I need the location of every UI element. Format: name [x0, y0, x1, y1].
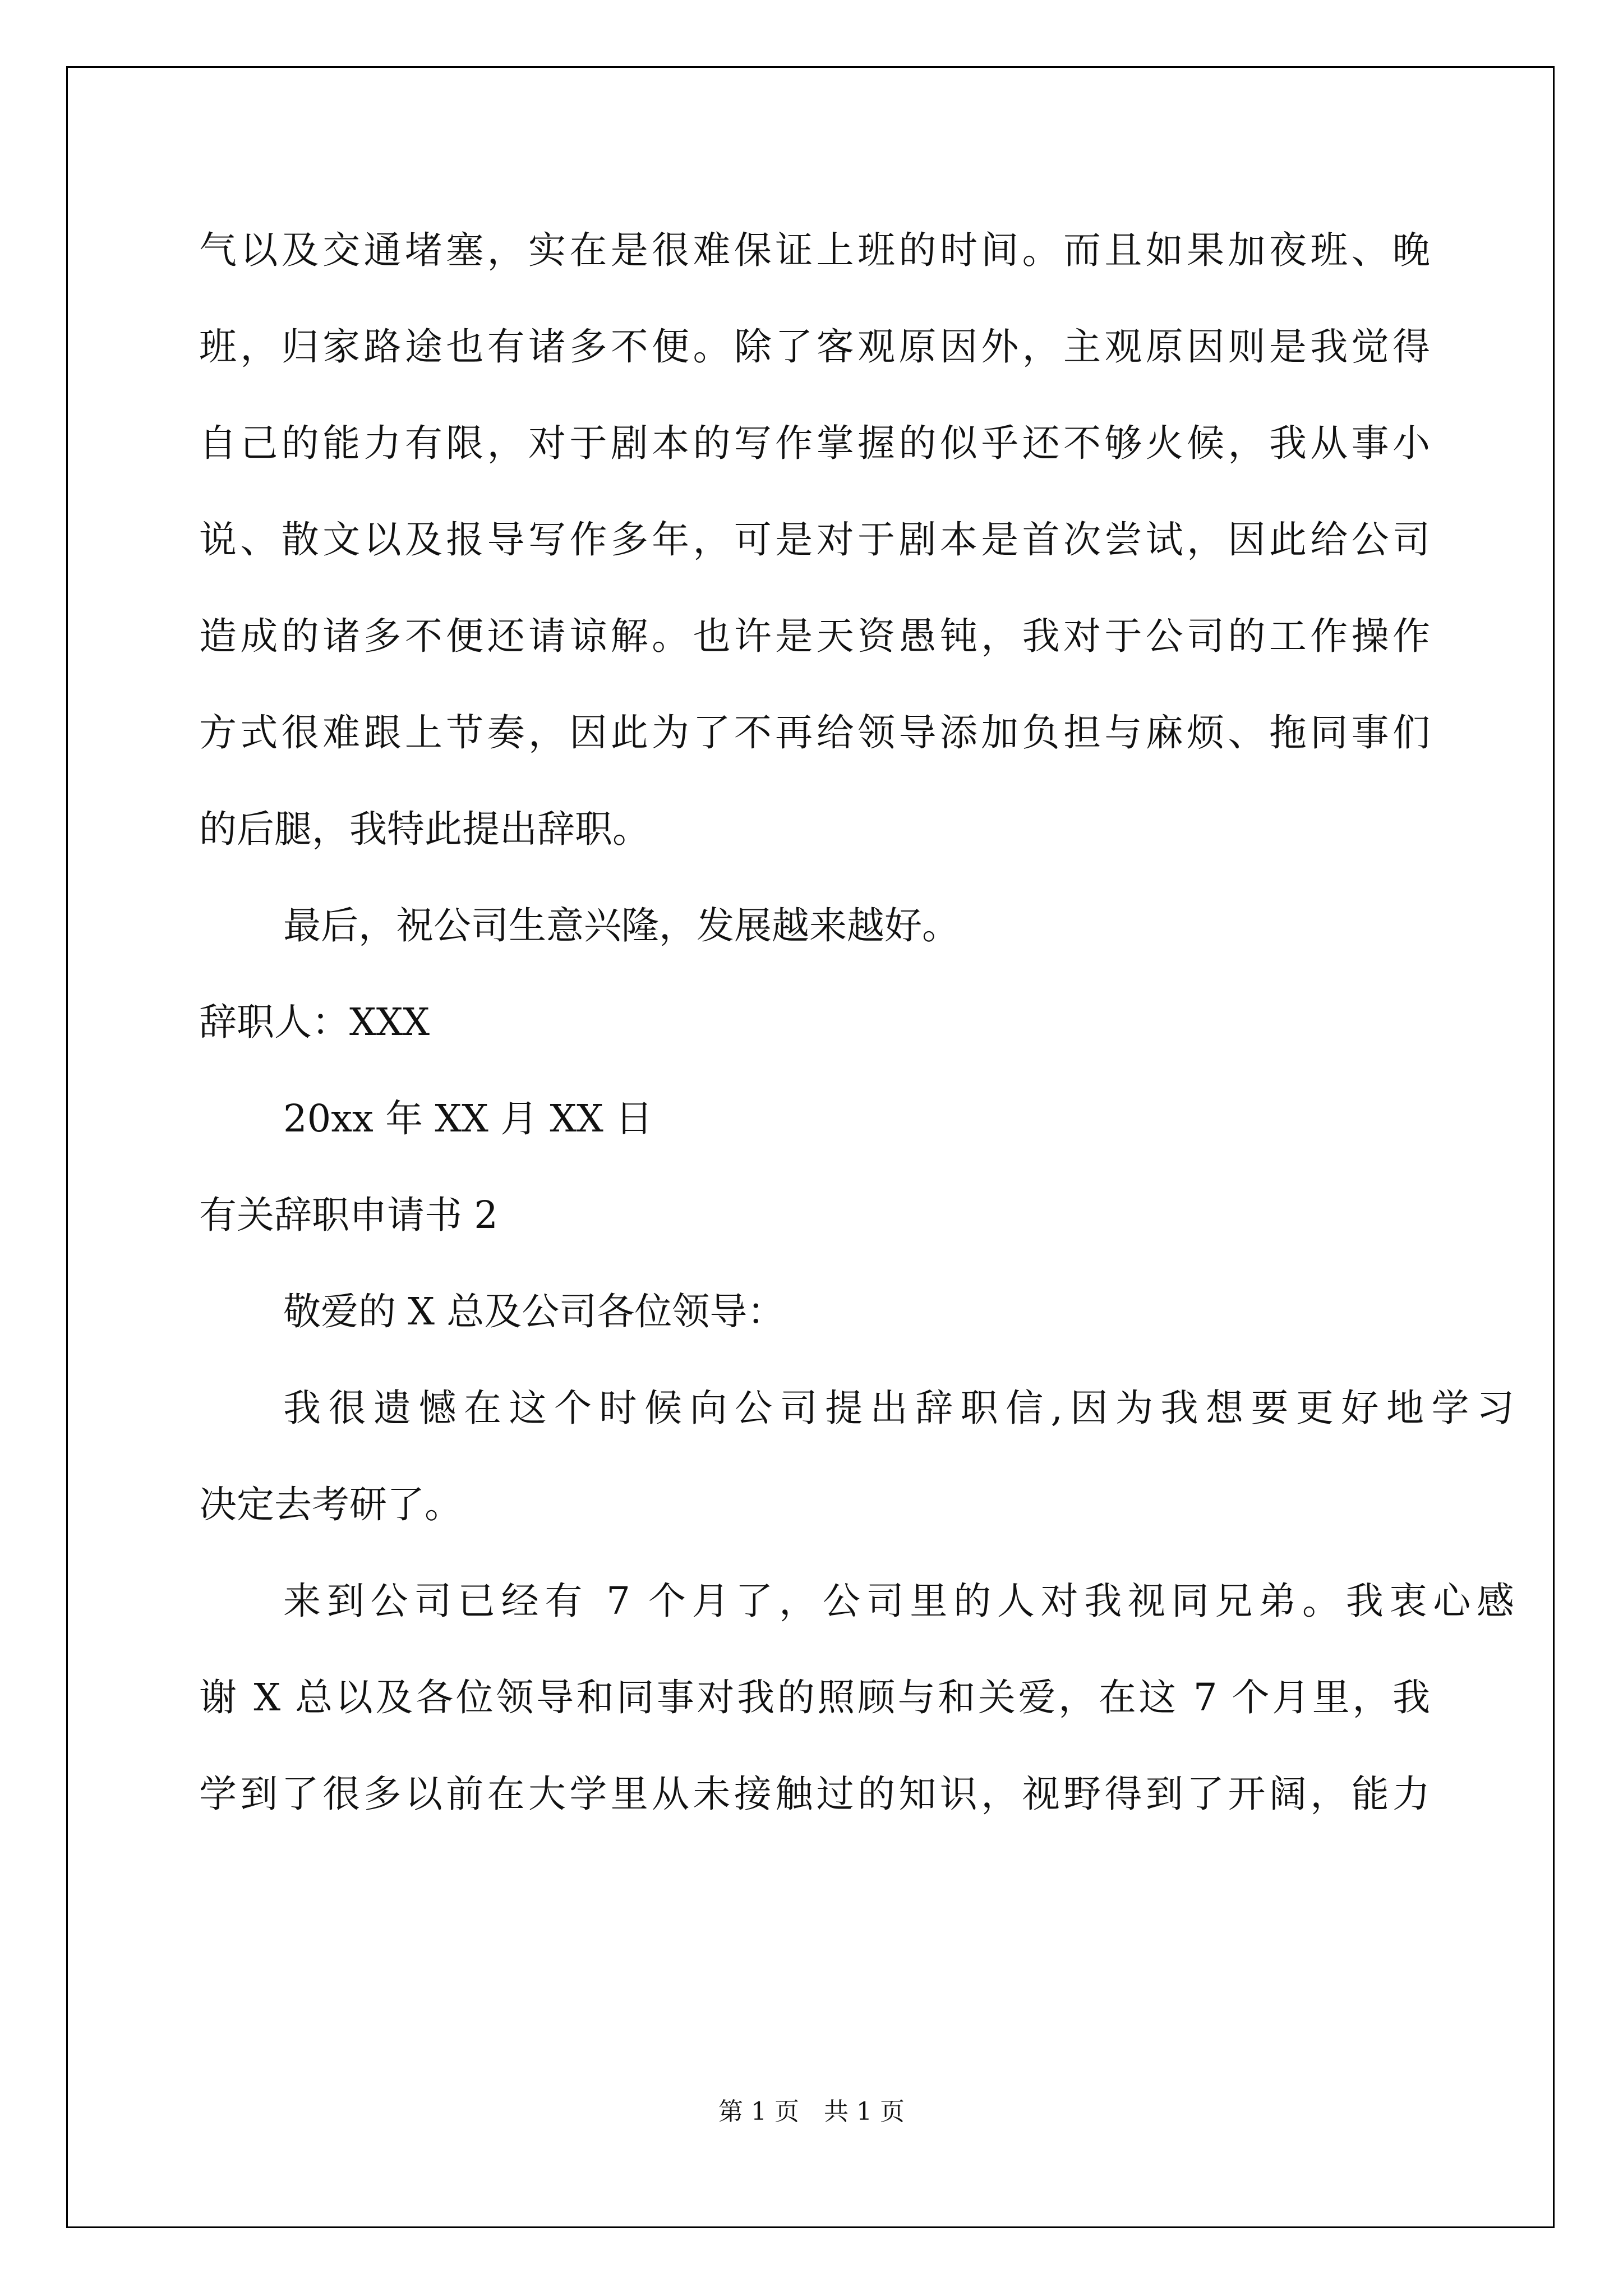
body-line: 班，归家路途也有诸多不便。除了客观原因外，主观原因则是我觉得: [199, 325, 1430, 369]
body-line: 决定去考研了。: [199, 1483, 462, 1526]
page-footer: 第 1 页 共 1 页: [718, 2097, 905, 2126]
salutation: 敬爱的 X 总及公司各位领导：: [283, 1290, 785, 1333]
body-line: 说、散文以及报导写作多年，可是对于剧本是首次尝试，因此给公司: [199, 518, 1430, 562]
body-line: 方式很难跟上节奏，因此为了不再给领导添加负担与麻烦、拖同事们: [199, 711, 1430, 754]
body-line: 气以及交通堵塞，实在是很难保证上班的时间。而且如果加夜班、晚: [199, 228, 1430, 272]
signature: 辞职人：XXX: [199, 1000, 430, 1044]
body-line: 造成的诸多不便还请谅解。也许是天资愚钝，我对于公司的工作操作: [199, 614, 1430, 658]
date-line: 20xx 年 XX 月 XX 日: [283, 1097, 653, 1140]
body-line: 自己的能力有限，对于剧本的写作掌握的似乎还不够火候，我从事小: [199, 421, 1430, 465]
document-body: [199, 202, 1514, 1842]
body-line: 的后腿，我特此提出辞职。: [199, 807, 650, 851]
closing-wish: 最后，祝公司生意兴隆，发展越来越好。: [283, 904, 960, 947]
body-line: 我很遗憾在这个时候向公司提出辞职信,因为我想要更好地学习: [283, 1386, 1514, 1430]
body-line: 谢 X 总以及各位领导和同事对我的照顾与和关爱，在这 7 个月里，我: [199, 1676, 1430, 1719]
body-line: 来到公司已经有 7 个月了，公司里的人对我视同兄弟。我衷心感: [283, 1579, 1514, 1623]
section-title: 有关辞职申请书 2: [199, 1193, 498, 1237]
body-line: 学到了很多以前在大学里从未接触过的知识，视野得到了开阔，能力: [199, 1772, 1430, 1816]
